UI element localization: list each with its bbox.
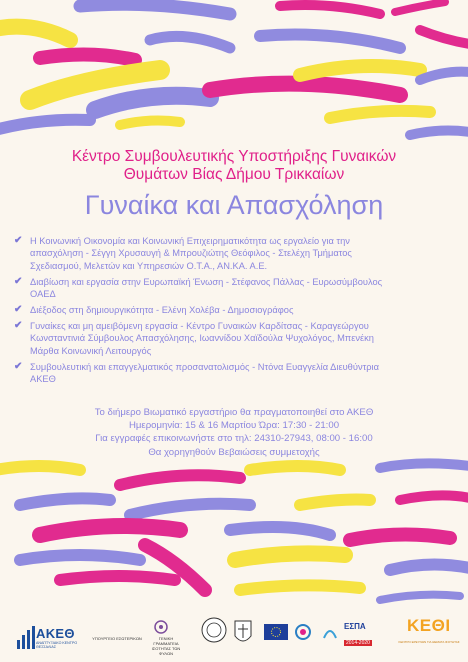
ministry-logo: ΥΠΟΥΡΓΕΙΟ ΕΣΩΤΕΡΙΚΩΝ: [92, 636, 142, 641]
akeo-bars-icon: [16, 626, 36, 650]
check-icon: ✔: [14, 235, 23, 246]
center-name-line2: Θυμάτων Βίας Δήμου Τρικκαίων: [123, 166, 345, 183]
keoi-subtitle: ΚΕΝΤΡΟ ΕΡΕΥΝΩΝ ΓΙΑ ΘΕΜΑΤΑ ΙΣΟΤΗΤΑΣ: [398, 640, 460, 644]
date-time-text: Ημερομηνία: 15 & 16 Μαρτίου Ώρα: 17:30 - 21:00: [128, 420, 340, 432]
check-icon: ✔: [14, 304, 23, 316]
secretariat-emblem-icon: [154, 620, 168, 634]
program-list: [14, 235, 454, 389]
check-icon: ✔: [14, 319, 23, 331]
keoi-logo: ΚΕΘΙ: [407, 616, 451, 635]
program-item: ✔ Συμβουλευτική και επαγγελματικός προσανατολισμός - Ντόνα Ευαγγελία Διευθύντρια ΑΚΕΘ: [14, 360, 379, 385]
coat-of-arms-icon: [232, 618, 254, 648]
poster-title: Γυναίκα και Απασχόληση: [84, 190, 384, 220]
program-item: ✔ Η Κοινωνική Οικονομία και Κοινωνική Επιχειρηματικότητα ως εργαλείο για την απασχόληση - Σέγγη Χρυσαυγή & Μπρουζιώτης Θεόφιλος - Στελέχη Τμήματος Σχεδιασμού, Μελετών και Υπηρεσιών Ο.Τ.Α., ΑΝ.ΚΑ. Α.Ε.: [14, 235, 352, 271]
venue-text: Το διήμερο Βιωματικό εργαστήριο θα πραγματοποιηθεί στο ΑΚΕΘ: [94, 407, 374, 418]
secretariat-logo: ΓΕΝΙΚΗ ΓΡΑΜΜΑΤΕΙΑ ΙΣΟΤΗΤΑΣ ΤΩΝ ΦΥΛΩΝ: [151, 636, 181, 656]
operational-program-icon: [322, 624, 338, 640]
check-icon: ✔: [14, 360, 23, 372]
check-icon: ✔: [14, 275, 23, 287]
espa-logo: ΕΣΠΑ 2014-2020: [344, 622, 370, 646]
municipality-seal-icon: [200, 616, 228, 650]
sponsor-logos: [0, 610, 468, 662]
digital-program-icon: [295, 624, 315, 640]
event-info: [0, 406, 468, 459]
center-name-line1: Κέντρο Συμβουλευτικής Υποστήριξης Γυναικών: [71, 148, 397, 165]
program-item: ✔ Γυναίκες και μη αμειβόμενη εργασία - Κέντρο Γυναικών Καρδίτσας - Καραγεώργου Κωνσταντινιά Σύμβουλος Απασχόλησης, Ιωαννίδου Χαϊδούλα Ψυχολόγος, Μπενέκη Μάρθα Κοινωνική Λειτουργός: [14, 319, 374, 356]
akeo-logo: ΑΚΕΘ ΑΝΑΠΤΥΞΙΑΚΟ ΚΕΝΤΡΟ ΘΕΣΣΑΛΙΑΣ: [16, 624, 86, 662]
eu-flag-icon: [264, 624, 288, 640]
program-item: ✔ Διαβίωση και εργασία στην Ευρωπαϊκή Ένωση - Στέφανος Πάλλας - Ευρωσύμβουλος ΟΑΕΔ: [14, 275, 383, 300]
program-item: ✔ Διέξοδος στη δημιουργικότητα - Ελένη Χολέβα - Δημοσιογράφος: [14, 304, 294, 316]
certificates-text: Θα χορηγηθούν Βεβαιώσεις συμμετοχής: [148, 446, 320, 458]
registration-text: Για εγγραφές επικοινωνήστε στο τηλ: 24310-27943, 08:00 - 16:00: [95, 433, 373, 445]
